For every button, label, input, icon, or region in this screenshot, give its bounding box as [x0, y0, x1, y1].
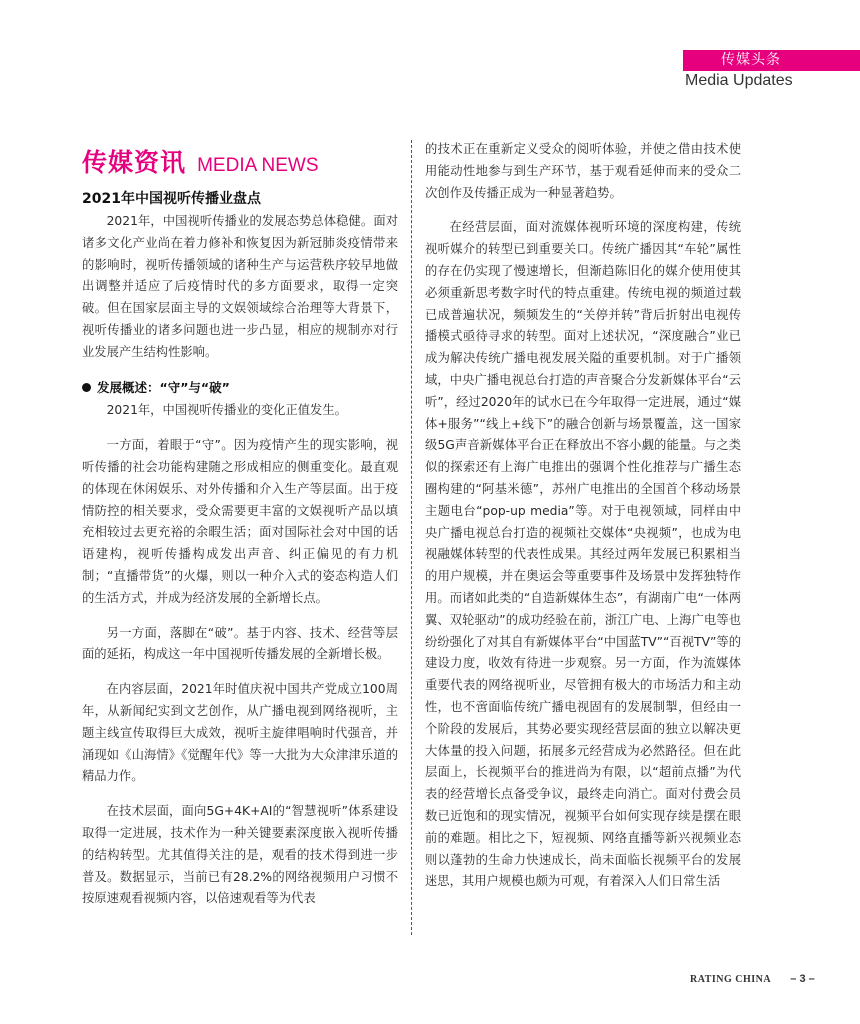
bullet-icon [82, 383, 91, 392]
page-number: – 3 – [790, 973, 815, 985]
paragraph: 在内容层面，2021年时值庆祝中国共产党成立100周年，从新闻纪实到文艺创作，从广播电视到网络视听，主题主线宣传取得巨大成效，视听主旋律唱响时代强音，并涌现如《山海情》《觉醒年代》等一大批为大众津津乐道的精品力作。 [82, 682, 398, 784]
paragraph: 在经营层面，面对流媒体视听环境的深度构建，传统视听媒介的转型已到重要关口。传统广播因其“车轮”属性的存在仍实现了慢速增长，但渐趋陈旧化的媒介使用使其必须重新思考数字时代的特点重建。传统电视的频道过载已成普遍状况，频频发生的“关停并转”背后折射出电视传播模式亟待寻求的转型。面对上述状况，“深度融合”业已成为解决传统广播电视发展关隘的重要机制。对于广播领域，中央广播电视总台打造的声音聚合分发新媒体平台“云听”，经过2020年的试水已在今年取得一定进展，通过“媒体+服务”“线上+线下”的融合创新与场景覆盖，这一国家级5G声音新媒体平台正在释放出不容小觑的能量。与之类似的探索还有上海广电推出的强调个性化推荐与广播生态圈构建的“阿基米德”，苏州广电推出的全国首个移动场景主题电台“pop-up media”等。对于电视领域，同样由中央广播电视总台打造的视频社交媒体“央视频”，也成为电视融媒体转型的代表性成果。其经过两年发展已积累相当的用户规模，并在奥运会等重要事件及场景中发挥独特作用。而诸如此类的“自造新媒体生态”，有湖南广电“一体两翼、双轮驱动”的成功经验在前，浙江广电、上海广电等也纷纷强化了对其自有新媒体平台“中国蓝TV”“百视TV”等的建设力度，收效有待进一步观察。另一方面，作为流媒体重要代表的网络视听业，尽管拥有极大的市场活力和主动性，也不啻面临传统广播电视固有的发展制掣，但经由一个阶段的发展后，其势必要实现经营层面的独立以解决更大体量的投入问题，拓展多元经营成为必然路径。但在此层面上，长视频平台的推进尚为有限，以“超前点播”为代表的经营增长点备受争议，最终走向消亡。面对付费会员数已近饱和的现实情况，视频平台如何实现存续是摆在眼前的难题。相比之下，短视频、网络直播等新兴视频业态则以蓬勃的生命力快速成长，尚未面临长视频平台的发展迷思，其用户规模也颇为可观，有着深入人们日常生活 [425, 220, 741, 889]
paragraph: 一方面，着眼于“守”。因为疫情产生的现实影响，视听传播的社会功能构建随之形成相应的侧重变化。最直观的体现在休闲娱乐、对外传播和介入生产等层面。出于疫情防控的相关要求，受众需要更丰富的文娱视听产品以填充相较过去更充裕的余暇生活；面对国际社会对中国的话语建构，视听传播构成发出声音、纠正偏见的有力机制；“直播带货”的火爆，则以一种介入式的姿态构造人们的生活方式，并成为经济发展的全新增长点。 [82, 438, 398, 605]
paragraph: 2021年，中国视听传播业的发展态势总体稳健。面对诸多文化产业尚在着力修补和恢复因为新冠肺炎疫情带来的影响时，视听传播领域的诸种生产与运营秩序较早地做出调整并适应了后疫情时代的多方面要求，取得一定突破。但在国家层面主导的文娱领域综合治理等大背景下，视听传播业的诸多问题也进一步凸显，相应的规制亦对行业发展产生结构性影响。 [82, 214, 398, 359]
footer-brand: RATING CHINA [690, 974, 772, 985]
paragraph: 另一方面，落脚在“破”。基于内容、技术、经营等层面的延拓，构成这一年中国视听传播发展的全新增长极。 [82, 625, 398, 662]
page-heading [82, 143, 319, 179]
article-title: 2021年中国视听传播业盘点 [82, 191, 261, 207]
section-tab: 传媒头条 [683, 50, 860, 71]
right-column [425, 139, 741, 893]
paragraph: 的技术正在重新定义受众的阅听体验，并使之借由技术使用能动性地参与到生产环节，基于观看延伸而来的受众二次创作及传播正成为一种显著趋势。 [425, 142, 741, 200]
column-divider [411, 140, 412, 935]
heading-cn: 传媒资讯 [82, 148, 187, 177]
paragraph: 在技术层面，面向5G+4K+AI的“智慧视听”体系建设取得一定进展，技术作为一种关键要素深度嵌入视听传播的结构转型。尤其值得关注的是，观看的技术得到进一步普及。数据显示，当前已有28.2%的网络视频用户习惯不按原速观看视频内容，以倍速观看等为代表 [82, 804, 398, 906]
subheading [82, 377, 398, 399]
heading-en: MEDIA NEWS [197, 155, 319, 176]
left-column [82, 211, 398, 910]
subheading-text: 发展概述：“守”与“破” [97, 379, 230, 395]
page-footer [690, 973, 815, 985]
paragraph: 2021年，中国视听传播业的变化正值发生。 [106, 403, 347, 418]
section-subtitle: Media Updates [685, 72, 793, 89]
